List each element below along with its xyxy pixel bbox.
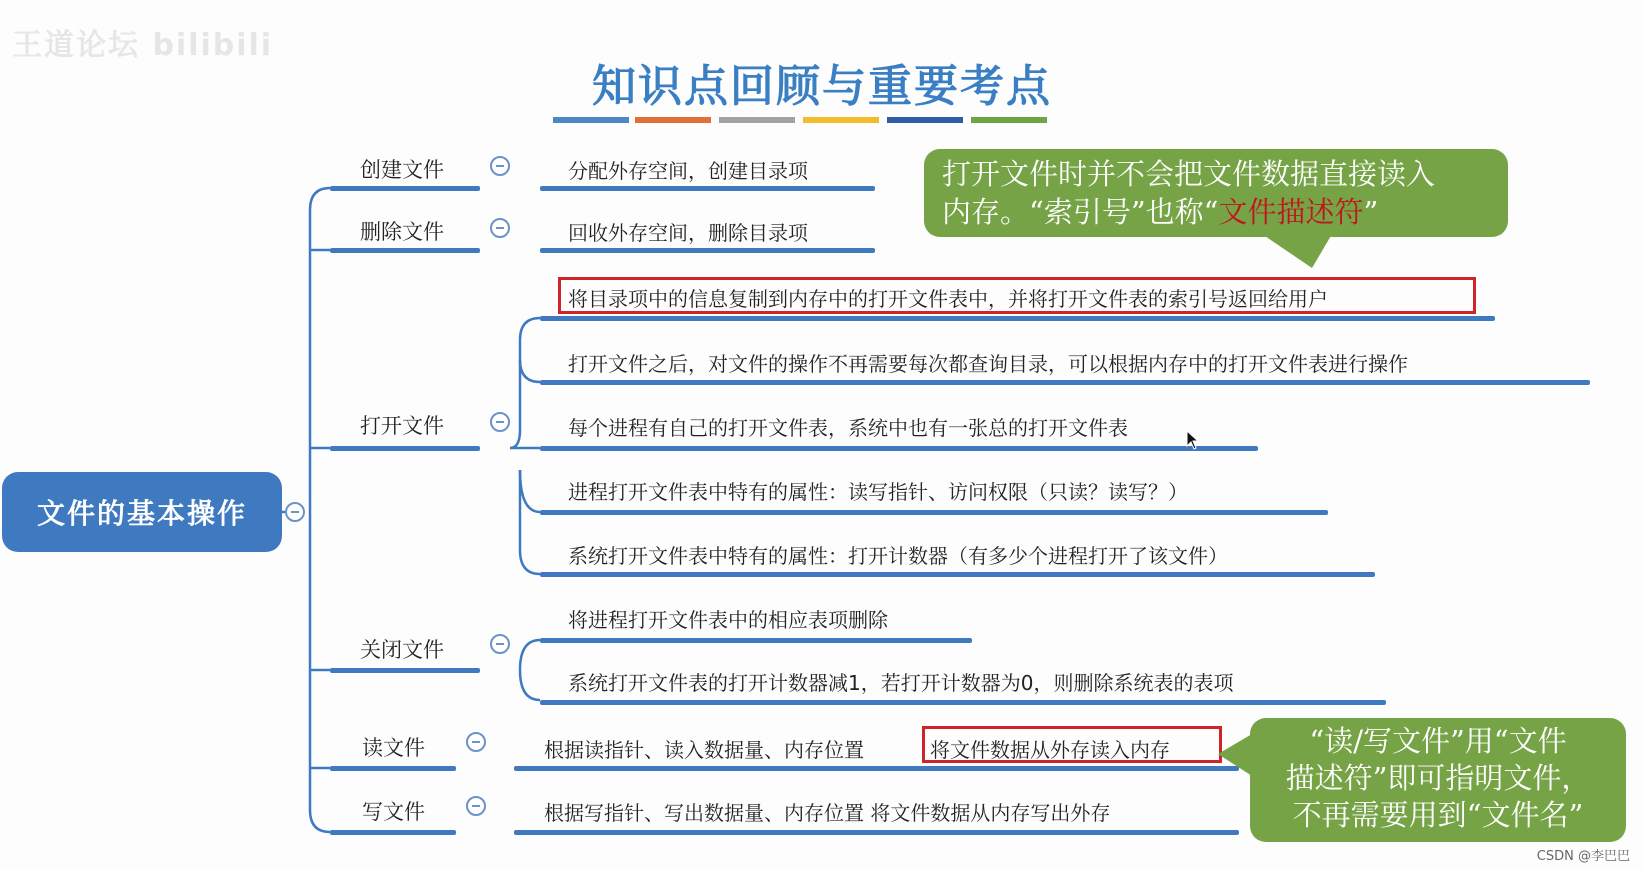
open-item-4-underline [540, 510, 1328, 515]
callout-top-line2: 内存。“索引号”也称“文件描述符” [942, 195, 1379, 229]
open-item-3: 每个进程有自己的打开文件表，系统中也有一张总的打开文件表 [568, 416, 1128, 440]
create-collapse-icon[interactable] [490, 156, 510, 176]
callout-read-write [1250, 718, 1626, 842]
read-item-highlight: 将文件数据从外存读入内存 [930, 738, 1170, 762]
mouse-cursor-icon [1186, 430, 1200, 450]
read-item-prefix: 根据读指针、读入数据量、内存位置 [544, 738, 864, 762]
open-item-5-underline [540, 572, 1375, 577]
open-item-2: 打开文件之后，对文件的操作不再需要每次都查询目录，可以根据内存中的打开文件表进行操作 [568, 352, 1408, 376]
footer-credit: CSDN @李巴巴 [1536, 849, 1630, 864]
open-item-4: 进程打开文件表中特有的属性：读写指针、访问权限（只读？读写？） [568, 480, 1188, 504]
open-item-2-underline [540, 380, 1590, 385]
write-item: 根据写指针、写出数据量、内存位置 将文件数据从内存写出外存 [544, 801, 1111, 825]
open-item-1: 将目录项中的信息复制到内存中的打开文件表中，并将打开文件表的索引号返回给用户 [568, 287, 1328, 311]
watermark: 王道论坛 bilibili [12, 28, 274, 63]
open-collapse-icon[interactable] [490, 412, 510, 432]
open-item-3-underline [540, 446, 1258, 451]
branch-create-label: 创建文件 [360, 158, 444, 182]
root-node: 文件的基本操作 [2, 472, 282, 552]
open-item-5: 系统打开文件表中特有的属性：打开计数器（有多少个进程打开了该文件） [568, 544, 1228, 568]
callout-top-pointer [1262, 234, 1336, 272]
close-item-2-underline [540, 700, 1386, 705]
branch-write-underline [330, 830, 456, 835]
write-collapse-icon[interactable] [466, 796, 486, 816]
branch-delete-underline [330, 248, 480, 253]
root-collapse-icon[interactable] [285, 502, 305, 522]
create-item-underline [540, 186, 875, 191]
close-item-1: 将进程打开文件表中的相应表项删除 [568, 608, 888, 632]
callout-bottom-line2: 描述符”即可指明文件， [1285, 761, 1591, 795]
close-item-2: 系统打开文件表的打开计数器减1，若打开计数器为0，则删除系统表的表项 [568, 671, 1234, 695]
branch-read-underline [330, 766, 456, 771]
callout-top-line1: 打开文件时并不会把文件数据直接读入 [942, 157, 1436, 191]
branch-read-label: 读文件 [362, 736, 425, 760]
callout-bottom-pointer [1218, 728, 1252, 782]
branch-close-underline [330, 668, 480, 673]
delete-collapse-icon[interactable] [490, 218, 510, 238]
branch-delete-label: 删除文件 [360, 220, 444, 244]
branch-create-underline [330, 186, 480, 191]
callout-file-descriptor [924, 149, 1508, 237]
delete-item: 回收外存空间，删除目录项 [568, 221, 808, 245]
read-collapse-icon[interactable] [466, 732, 486, 752]
branch-write-label: 写文件 [362, 800, 425, 824]
branch-open-label: 打开文件 [360, 414, 444, 438]
create-item: 分配外存空间，创建目录项 [568, 159, 808, 183]
callout-top-highlight: 文件描述符 [1218, 195, 1364, 229]
write-item-underline [514, 830, 1239, 835]
branch-close-label: 关闭文件 [360, 638, 444, 662]
slide-title: 知识点回顾与重要考点 [592, 61, 1052, 112]
close-collapse-icon[interactable] [490, 634, 510, 654]
close-item-1-underline [540, 638, 972, 643]
callout-bottom-line3: 不再需要用到“文件名” [1292, 798, 1584, 832]
open-item-1-underline [540, 316, 1495, 321]
branch-open-underline [330, 446, 480, 451]
delete-item-underline [540, 248, 875, 253]
read-item-underline [514, 766, 1239, 771]
callout-bottom-line1: “读/写文件”用“文件 [1309, 724, 1567, 758]
